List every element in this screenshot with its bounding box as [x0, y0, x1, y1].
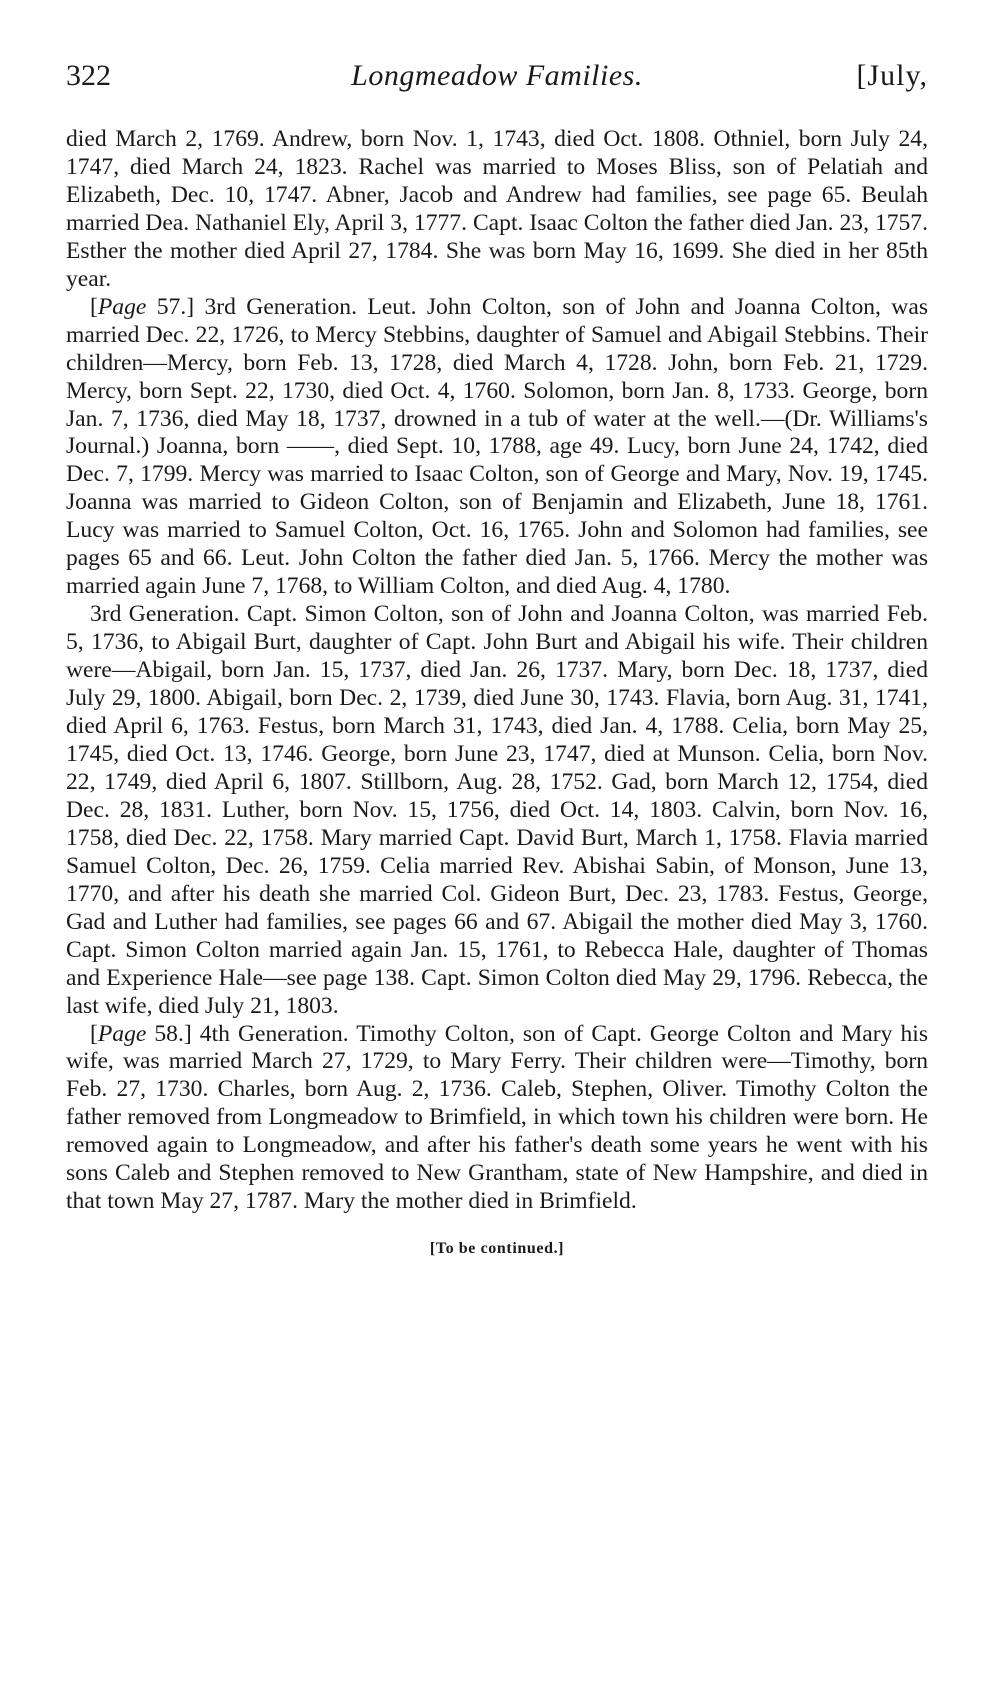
page-header [66, 52, 928, 100]
page-reference-word: Page [97, 293, 147, 320]
paragraph-timothy-colton-family [66, 1021, 928, 1217]
running-title: Longmeadow Families. [351, 59, 643, 92]
paragraph-text: 3rd Generation. Leut. John Colton, son of John and Joanna Colton, was married Dec. 22, 1726, to Mercy Stebbins, daughter of Samuel and Abigail Stebbins. Their children—Mercy, born Feb. 13, 1728, died March 4, 1728. John, born Feb. 21, 1729. Mercy, born Sept. 22, 1730, died Oct. 4, 1760. Solomon, born Jan. 8, 1733. George, born Jan. 7, 1736, died May 18, 1737, drowned in a tub of water at the well.—(Dr. Williams's Journal.) Joanna, born ——, died Sept. 10, 1788, age 49. Lucy, born June 24, 1742, died Dec. 7, 1799. Mercy was married to Isaac Colton, son of George and Mary, Nov. 19, 1745. Joanna was married to Gideon Colton, son of Benjamin and Elizabeth, June 18, 1761. Lucy was married to Samuel Colton, Oct. 16, 1765. John and Solomon had families, see pages 65 and 66. Leut. John Colton the father died Jan. 5, 1766. Mercy the mother was married again June 7, 1768, to William Colton, and died Aug. 4, 1780. [66, 293, 929, 600]
issue-month: [July, [856, 59, 928, 92]
paragraph-text: 4th Generation. Timothy Colton, son of Capt. George Colton and Mary his wife, was married March 27, 1729, to Mary Ferry. Their children were—Timothy, born Feb. 27, 1730. Charles, born Aug. 2, 1736. Caleb, Stephen, Oliver. Timothy Colton the father removed from Longmeadow to Brimfield, in which town his children were born. He removed again to Longmeadow, and after his father's death some years he went with his sons Caleb and Stephen removed to New Grantham, state of New Hampshire, and died in that town May 27, 1787. Mary the mother died in Brimfield. [66, 1020, 929, 1215]
paragraph-simon-colton-family: 3rd Generation. Capt. Simon Colton, son of John and Joanna Colton, was married Feb. 5, 1736, to Abigail Burt, daughter of Capt. John Burt and Abigail his wife. Their children were—Abigail, born Jan. 15, 1737, died Jan. 26, 1737. Mary, born Dec. 18, 1737, died July 29, 1800. Abigail, born Dec. 2, 1739, died June 30, 1743. Flavia, born Aug. 31, 1741, died April 6, 1763. Festus, born March 31, 1743, died Jan. 4, 1788. Celia, born May 25, 1745, died Oct. 13, 1746. George, born June 23, 1747, died at Munson. Celia, born Nov. 22, 1749, died April 6, 1807. Stillborn, Aug. 28, 1752. Gad, born March 12, 1754, died Dec. 28, 1831. Luther, born Nov. 15, 1756, died Oct. 14, 1803. Calvin, born Nov. 16, 1758, died Dec. 22, 1758. Mary married Capt. David Burt, March 1, 1758. Flavia married Samuel Colton, Dec. 26, 1759. Celia married Rev. Abishai Sabin, of Monson, June 13, 1770, and after his death she married Col. Gideon Burt, Dec. 23, 1783. Festus, George, Gad and Luther had families, see pages 66 and 67. Abigail the mother died May 3, 1760. Capt. Simon Colton married again Jan. 15, 1761, to Rebecca Hale, daughter of Thomas and Experience Hale—see page 138. Capt. Simon Colton died May 29, 1796. Rebecca, the last wife, died July 21, 1803. [66, 601, 928, 1019]
page-reference [90, 1021, 192, 1047]
page-reference-number: 57.] [146, 293, 195, 320]
page-reference [90, 294, 194, 320]
page-number: 322 [66, 59, 111, 92]
page-reference-number: 58.] [146, 1020, 192, 1047]
page-reference-open: [ [90, 293, 98, 320]
paragraph-isaac-colton-family: died March 2, 1769. Andrew, born Nov. 1, 1743, died Oct. 1808. Othniel, born July 24, 1747, died March 24, 1823. Rachel was married to Moses Bliss, son of Pelatiah and Elizabeth, Dec. 10, 1747. Abner, Jacob and Andrew had families, see page 65. Beulah married Dea. Nathaniel Ely, April 3, 1777. Capt. Isaac Colton the father died Jan. 23, 1757. Esther the mother died April 27, 1784. She was born May 16, 1699. She died in her 85th year. [66, 126, 928, 292]
page-reference-word: Page [97, 1020, 147, 1047]
to-be-continued-note: [To be continued.] [429, 1240, 565, 1258]
document-page [66, 52, 928, 1258]
page-reference-open: [ [90, 1020, 98, 1047]
paragraph-john-colton-family [66, 294, 928, 601]
body-text [66, 126, 928, 1216]
